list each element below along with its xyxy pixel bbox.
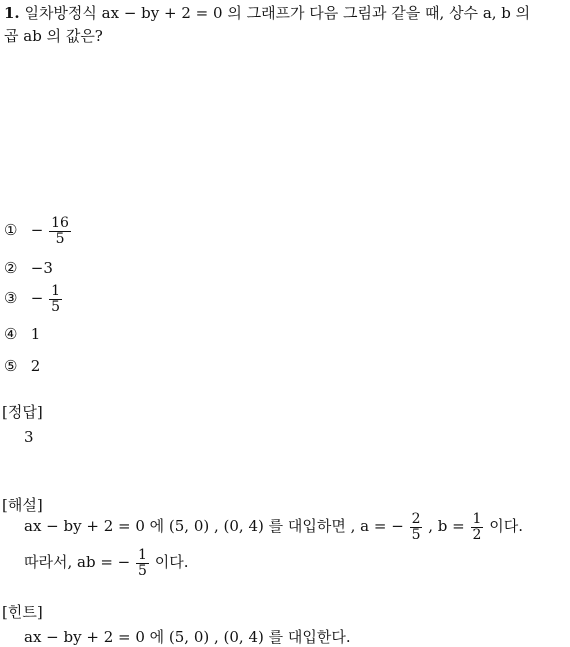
choice-4-text: 1 [30, 325, 41, 343]
explanation-line-2 [24, 548, 188, 578]
choice-4-mark: ④ [4, 325, 18, 343]
choice-4[interactable] [4, 325, 40, 343]
explanation-line-1-pre: ax − by + 2 = 0 에 (5, 0) , (0, 4) 를 대입하면 , a = − [24, 517, 404, 536]
choice-3-numerator: 1 [51, 283, 61, 299]
explanation-ab-fraction [136, 548, 149, 578]
choice-1-numerator: 16 [51, 215, 69, 231]
explanation-b-denominator: 2 [472, 526, 482, 543]
explanation-a-numerator: 2 [411, 511, 421, 527]
choice-3-fraction [49, 284, 62, 314]
question-line-2 [4, 25, 103, 46]
choice-2-text: −3 [30, 259, 53, 277]
choice-1-denominator: 5 [55, 230, 65, 247]
question-text-2: 곱 ab 의 값은? [4, 27, 103, 45]
explanation-line-1 [24, 512, 523, 542]
choice-3[interactable] [4, 284, 63, 314]
choice-1[interactable] [4, 216, 72, 246]
choice-1-fraction [49, 216, 71, 246]
choice-2[interactable] [4, 259, 53, 277]
question-number: 1. [4, 4, 20, 22]
question-line-1 [4, 2, 530, 23]
question-text-1: 일차방정식 ax − by + 2 = 0 의 그래프가 다음 그림과 같을 때, 상수 a, b 의 [24, 4, 531, 22]
hint-label: [힌트] [2, 603, 43, 621]
explanation-ab-denominator: 5 [138, 562, 147, 579]
explanation-a-fraction [410, 512, 423, 542]
explanation-line-1-mid: , b = [428, 517, 465, 536]
explanation-b-fraction [471, 512, 484, 542]
explanation-b-numerator: 1 [472, 511, 482, 527]
choice-3-denominator: 5 [51, 298, 61, 315]
choice-5[interactable] [4, 357, 40, 375]
choice-2-mark: ② [4, 259, 18, 277]
explanation-a-denominator: 5 [411, 526, 421, 543]
choice-5-mark: ⑤ [4, 357, 18, 375]
explanation-line-2-post: 이다. [154, 553, 189, 572]
hint-text: ax − by + 2 = 0 에 (5, 0) , (0, 4) 를 대입한다. [24, 628, 351, 646]
choice-1-mark: ① [4, 221, 18, 240]
explanation-label: [해설] [2, 496, 43, 514]
answer-value: 3 [24, 428, 34, 446]
explanation-line-1-post: 이다. [489, 517, 523, 536]
choice-1-sign: − [30, 221, 44, 240]
answer-label: [정답] [2, 403, 43, 421]
choice-3-mark: ③ [4, 289, 18, 308]
explanation-ab-numerator: 1 [138, 547, 147, 563]
choice-5-text: 2 [30, 357, 41, 375]
explanation-line-2-pre: 따라서, ab = − [24, 553, 131, 572]
choice-3-sign: − [30, 289, 44, 308]
